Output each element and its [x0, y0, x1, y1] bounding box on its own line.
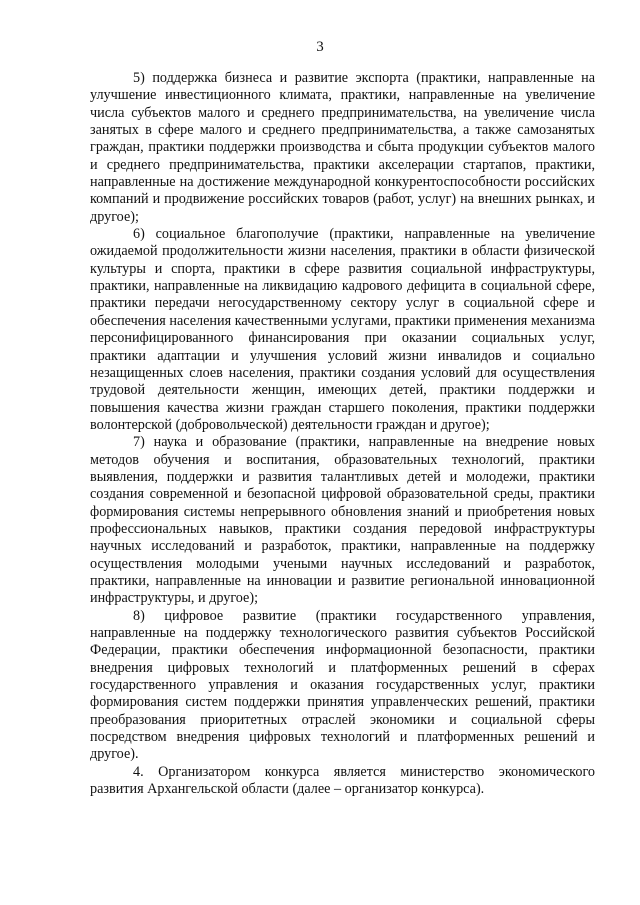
paragraph-section-4-organizer: 4. Организатором конкурса является министерство экономического развития Архангельской области (далее – организатор конкурса).: [90, 763, 595, 798]
paragraph-item-5-business-support: 5) поддержка бизнеса и развитие экспорта (практики, направленные на улучшение инвестиционного климата, практики, направленные на увеличение числа субъектов малого и среднего предпринимательства, на увеличение числа занятых в сфере малого и среднего предпринимательства, а также самозанятых граждан, практики поддержки производства и сбыта продукции субъектов малого и среднего предпринимательства, практики акселерации стартапов, практики, направленные на достижение международной конкурентоспособности российских компаний и продвижение российских товаров (работ, услуг) на внешних рынках, и другое);: [90, 70, 595, 225]
paragraph-item-7-science-education: 7) наука и образование (практики, направленные на внедрение новых методов обучения и воспитания, образовательных технологий, практики выявления, поддержки и развития талантливых детей и молодежи, практики создания современной и безопасной цифровой образовательной среды, практики формирования системы непрерывного обновления знаний и приобретения новых профессиональных навыков, практики создания передовой инфраструктуры научных исследований и разработок, практики, направленные на поддержку осуществления молодыми учеными научных исследований и разработок, практики, направленные на инновации и развитие региональной инновационной инфраструктуры, и другое);: [90, 434, 595, 607]
paragraph-item-6-social-wellbeing: 6) социальное благополучие (практики, направленные на увеличение ожидаемой продолжительности жизни населения, практики в области физической культуры и спорта, практики в сфере развития социальной инфраструктуры, практики, направленные на ликвидацию кадрового дефицита в социальной сфере, практики передачи негосударственному сектору услуг в социальной сфере и обеспечения населения качественными услугами, практики применения механизма персонифицированного финансирования при оказании социальных услуг, практики адаптации и улучшения условий жизни инвалидов и социально незащищенных слоев населения, практики создания условий для осуществления трудовой деятельности женщин, имеющих детей, практики поддержки и повышения качества жизни граждан старшего поколения, практики поддержки волонтерской (добровольческой) деятельности граждан и другое);: [90, 226, 595, 433]
document-body: [90, 70, 595, 798]
page-number: 3: [316, 39, 324, 55]
paragraph-item-8-digital-development: 8) цифровое развитие (практики государственного управления, направленные на поддержку технологического развития субъектов Российской Федерации, практики обеспечения информационной безопасности, практики внедрения цифровых технологий и платформенных решений в сферах государственного управления и оказания государственных услуг, практики формирования систем поддержки принятия управленческих решений, практики преобразования приоритетных отраслей экономики и социальной сферы посредством внедрения цифровых технологий и платформенных решений и другое).: [90, 607, 595, 763]
